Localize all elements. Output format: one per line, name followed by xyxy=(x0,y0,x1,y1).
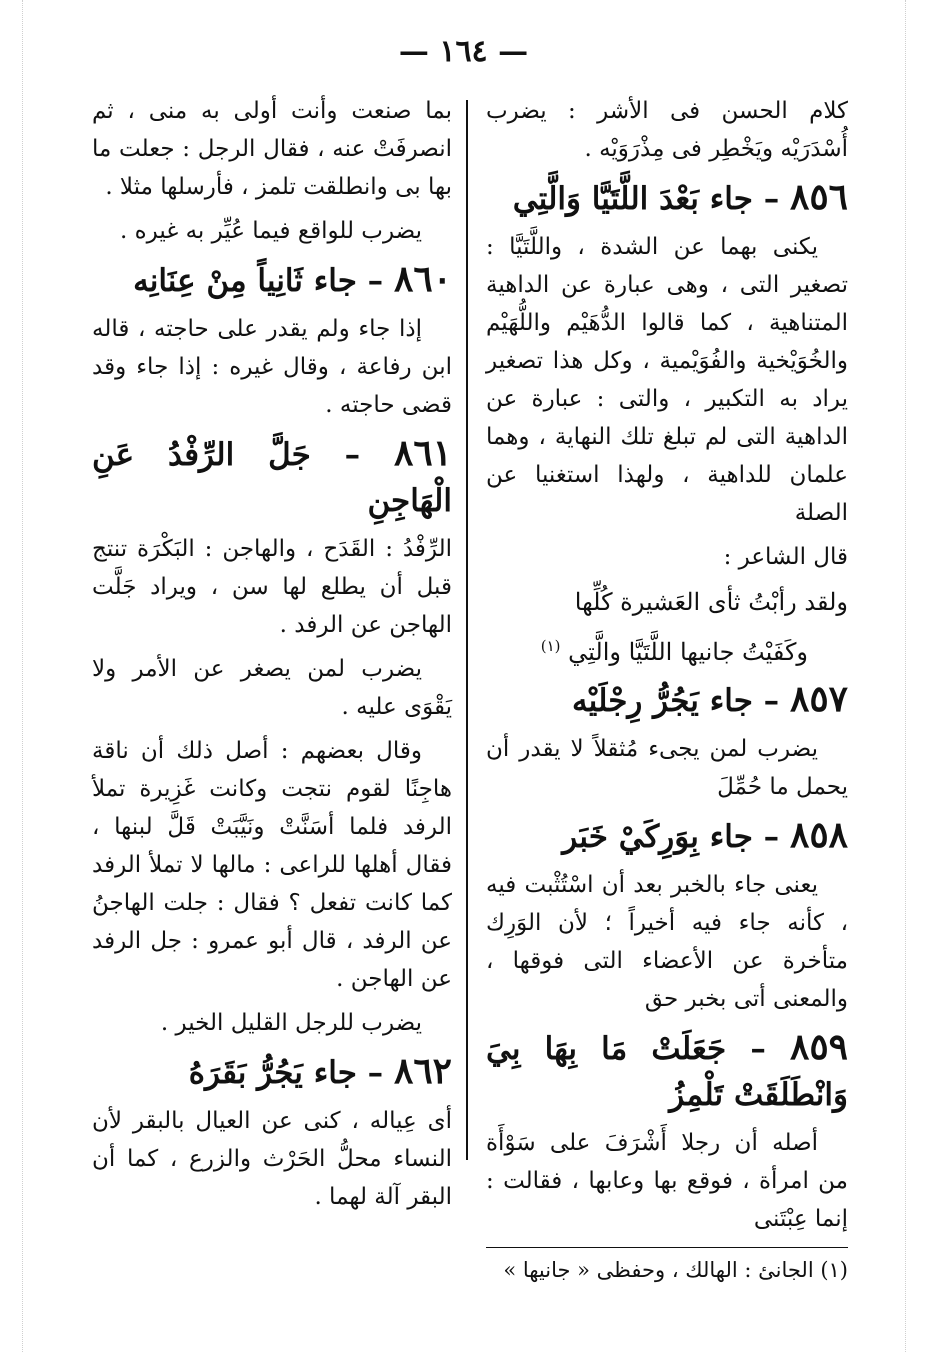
usage-text: يضرب للواقع فيما عُيِّر به غيره . xyxy=(119,218,422,244)
left-column xyxy=(92,92,452,1222)
entry-861-origin: وقال بعضهم : أصل ذلك أن ناقة هاجِنًا لقوم نتجت وكانت غَزِيرة تملأ الرفد فلما أسَنَّتْ ونَيَّبَتْ قَلَّ لبنها ، فقال أهلها للراعى : مالها لا تملأ الرفد كما كانت تفعل ؟ فقال : جلت الهاجنُ عن الرفد ، قال أبو عمرو : جل الرفد عن الهاجن . xyxy=(92,738,452,992)
entry-856-heading xyxy=(486,174,848,222)
entry-860-heading xyxy=(92,256,452,304)
entry-title: – جاء بَعْدَ اللَّتَيَّا وَالَّتِي xyxy=(512,181,780,217)
footnote-ref: (١) xyxy=(540,637,561,655)
page-edge-left xyxy=(22,0,23,1352)
entry-title: – جَعَلَتْ مَا بِهَا بِيَ وَانْطَلَقَتْ تَلْمِزُ xyxy=(486,1031,848,1113)
entry-862-text: أى عِياله ، كنى عن العيال بالبقر لأن النساء محلُّ الحَرْث والزرع ، كما أن البقر آلة لهما . xyxy=(92,1108,452,1210)
entry-number: ٨٦١ xyxy=(393,432,452,474)
entry-859-heading xyxy=(486,1024,848,1118)
verse-text: وكَفَيْتُ جانيها اللَّتَيَّا والَّتِي xyxy=(568,638,808,666)
entry-title: – جاء ثَانِياً مِنْ عِنَانِه xyxy=(133,263,384,299)
right-column xyxy=(486,92,848,1244)
entry-number: ٨٥٧ xyxy=(789,678,848,720)
page-number: — ١٦٤ — xyxy=(398,34,529,69)
entry-857-text: يضرب لمن يجىء مُثقلاً لا يقدر أن يحمل ما حُمِّلَ xyxy=(486,736,848,800)
entry-number: ٨٥٨ xyxy=(789,814,848,856)
footnote-rule xyxy=(486,1247,848,1248)
entry-856-text: يكنى بهما عن الشدة ، واللَّتَيَّا : تصغير التى ، وهى عبارة عن الداهية المتناهية ، كما قالوا الدُّهَيْم واللُّهَيْم والخُوَيْخية والفُوَيْمية ، وكل هذا تصغير يراد به التكبير ، والتى : عبارة عن الداهية التى لم تبلغ تلك النهاية ، وهما علمان للداهية ، ولهذا استغنيا عن الصلة xyxy=(486,234,848,526)
entry-860-text: إذا جاء ولم يقدر على حاجته ، قاله ابن رفاعة ، وقال غيره : إذا جاء وقد قضى حاجته . xyxy=(92,316,452,418)
entry-number: ٨٦٠ xyxy=(393,258,452,300)
continued-text: بما صنعت وأنت أولى به منى ، ثم انصرفَتْ عنه ، فقال الرجل : جعلت ما بها بى وانطلقت تلمز ، فأرسلها مثلا . xyxy=(92,98,452,200)
entry-858-text: يعنى جاء بالخبر بعد أن اسْتُثْبت فيه ، كأنه جاء فيه أخيراً ؛ لأن الوَرِك متأخرة عن الأعضاء التى فوقها ، والمعنى أتى بخبر حق xyxy=(486,872,848,1012)
entry-862-heading xyxy=(92,1048,452,1096)
poet-intro: قال الشاعر : xyxy=(723,544,848,570)
entry-861-text: الرِّفْدُ : القَدَح ، والهاجن : البَكْرَة تنتج قبل أن يطلع لها سن ، ويراد جَلَّت الهاجن عن الرفد . xyxy=(92,536,452,638)
intro-text: كلام الحسن فى الأشر : يضرب أُسْدَرَيْه ويَخْطِر فى مِذْرَوَيْه . xyxy=(486,98,848,162)
entry-title: – جاء يَجُرُّ رِجْلَيْه xyxy=(572,683,780,719)
entry-title: – جاء يَجُرُّ بَقَرَهُ xyxy=(188,1055,384,1091)
footnote: (١) الجانئ : الهالك ، وحفظى « جانيها » xyxy=(503,1258,848,1282)
entry-861-heading xyxy=(92,430,452,524)
column-divider xyxy=(466,100,468,1160)
entry-number: ٨٥٩ xyxy=(789,1026,848,1068)
entry-858-heading xyxy=(486,812,848,860)
verse-line-2 xyxy=(486,626,848,672)
entry-861-usage-2: يضرب للرجل القليل الخير . xyxy=(160,1010,422,1036)
entry-title: – جاء بِوَرِكَيْ خَبَر xyxy=(562,819,780,855)
entry-861-usage: يضرب لمن يصغر عن الأمر ولا يَقْوَى عليه . xyxy=(92,656,452,720)
entry-859-text: أصله أن رجلا أَشْرَفَ على سَوْأَة من امرأة ، فوقع بها وعابها ، فقالت : إنما عِبْتَنى xyxy=(486,1130,848,1232)
entry-number: ٨٦٢ xyxy=(393,1050,452,1092)
entry-number: ٨٥٦ xyxy=(789,176,848,218)
verse-line-1: ولقد رأبْتُ ثأى العَشيرة كُلِّها xyxy=(574,588,848,616)
entry-857-heading xyxy=(486,676,848,724)
page-edge-right xyxy=(905,0,906,1352)
entry-title: – جَلَّ الرِّفْدُ عَنِ الْهَاجِنِ xyxy=(92,437,452,519)
